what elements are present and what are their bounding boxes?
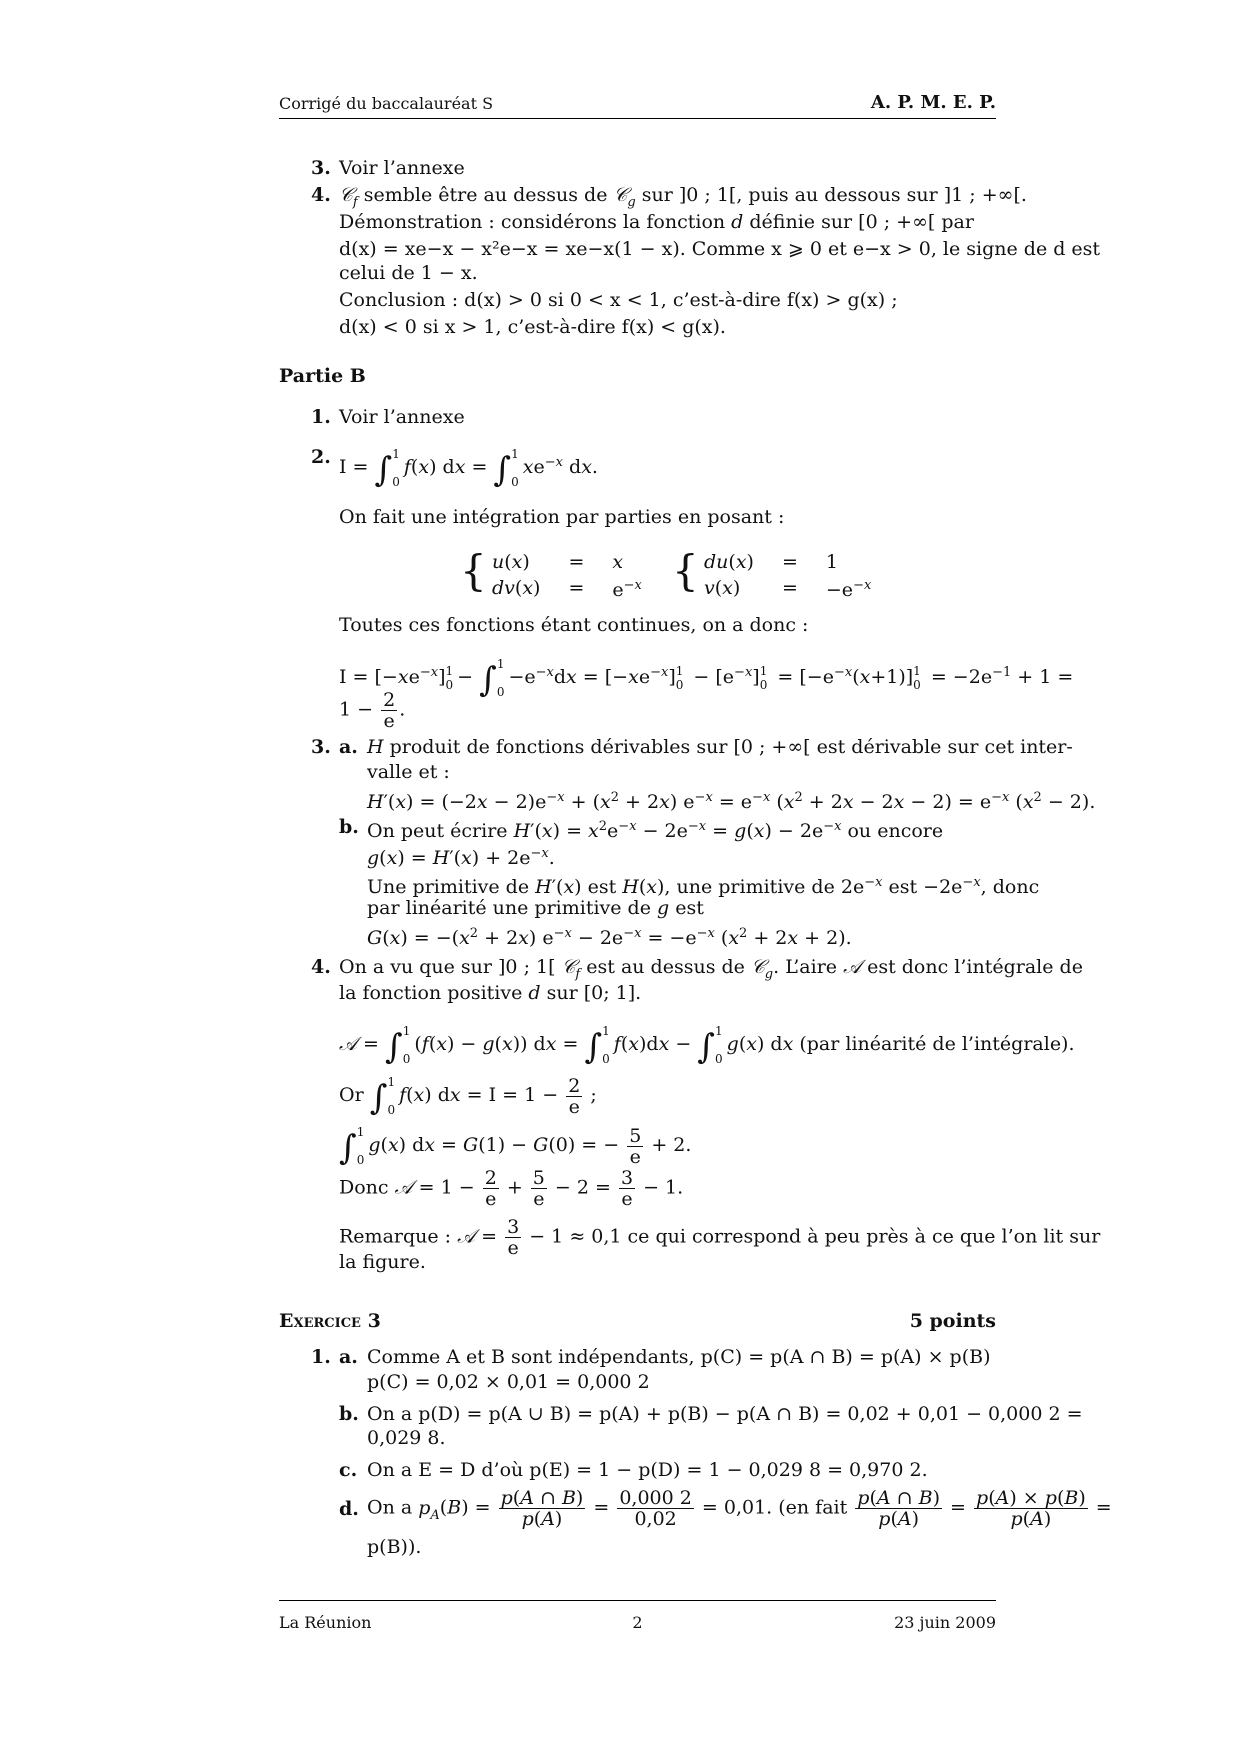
text-line: la figure.	[339, 1251, 426, 1273]
text-line: Conclusion : d(x) > 0 si 0 < x < 1, c’est-à-dire f(x) > g(x) ;	[339, 289, 898, 311]
subitem-letter: b.	[339, 1403, 359, 1425]
text-line: celui de 1 − x.	[339, 262, 478, 284]
text-line: On a p(D) = p(A ∪ B) = p(A) + p(B) − p(A ∩ B) = 0,02 + 0,01 − 0,000 2 =	[367, 1403, 1083, 1425]
subitem-letter: c.	[339, 1459, 358, 1481]
footer-left: La Réunion	[279, 1613, 372, 1632]
subitem-letter: a.	[339, 736, 358, 758]
formula: $I = [-xe^{-x}]$ 1 0 − ∫ 1 0 $-e^{-x}dx = [-xe^{-x}]$ 1 0 − $[e^{-x}]$ 1 0 = $[-e^{-x}(x+1)]$ 1 0 = $-2e^{-1} + 1$ =	[339, 657, 1074, 700]
formula: I = ∫ 1 0 f(x) dx = ∫ 1 0 $xe^{-x}$ dx.	[339, 447, 598, 490]
text-line: On a vu que sur ]0 ; 1[ 𝒞$_f$ est au dessus de 𝒞$_g$. L’aire 𝒜 est donc l’intégrale de	[339, 956, 1083, 982]
formula: Or ∫ 1 0 f(x) dx = I = 1 − $\frac{2}{e}$ ;	[339, 1074, 597, 1118]
text-line: Toutes ces fonctions étant continues, on a donc :	[339, 614, 809, 636]
text-line: d(x) = xe−x − x²e−x = xe−x(1 − x). Comme x ⩾ 0 et e−x > 0, le signe de d est	[339, 238, 1101, 260]
formula: $H'(x) = (-2x - 2)e^{-x} + (x^2 + 2x)$ $e^{-x} = e^{-x}$ $(x^2 + 2x - 2x - 2) = e^{-x}$ $(x^2 - 2)$.	[367, 790, 1096, 813]
page-footer	[279, 1600, 996, 1631]
formula: Une primitive de H′(x) est H(x), une primitive de $2e^{-x}$ est $-2e^{-x}$, donc	[367, 875, 1040, 898]
formula: On a $p_A(B)$ = $\frac{p(A \cap B)}{p(A)}$ = $\frac{0,000 2}{0,02}$ = 0,01. (en fait $\frac{p(A \cap B)}{p(A)}$ = $\frac{p(A) \times p(B)}{p(A)}$ =	[367, 1487, 1112, 1530]
item-number: 2.	[311, 446, 331, 468]
formula: ∫ 1 0 g(x) dx = G(1) − G(0) = − $\frac{5}{e}$ + 2.	[339, 1124, 692, 1168]
text-line: 0,029 8.	[367, 1427, 446, 1449]
formula: 1 − $\frac{2}{e}$ .	[339, 689, 406, 732]
item-number: 4.	[311, 956, 331, 978]
header-left: Corrigé du baccalauréat S	[279, 94, 494, 113]
footer-right: 23 juin 2009	[894, 1613, 996, 1632]
item-text: 𝒞$_f$ semble être au dessus de 𝒞$_g$ sur ]0 ; 1[, puis au dessous sur ]1 ; +∞[.	[339, 184, 1027, 210]
text-line: p(B)).	[367, 1536, 422, 1558]
formula: $G(x) = -(x^2 + 2x) e^{-x} - 2e^{-x} = -e^{-x}$ $(x^2 + 2x + 2)$.	[367, 926, 852, 949]
header-right: A. P. M. E. P.	[870, 92, 996, 113]
formula: Donc 𝒜 = 1 − $\frac{2}{e}$ + $\frac{5}{e}$ − 2 = $\frac{3}{e}$ − 1.	[339, 1167, 684, 1210]
item-text: Voir l’annexe	[339, 157, 465, 179]
exercise-title: Exercice 3	[279, 1310, 381, 1332]
item-number: 3.	[311, 736, 331, 758]
text-line: par linéarité une primitive de g est	[367, 897, 704, 919]
subitem-letter: a.	[339, 1346, 358, 1368]
text-line: valle et :	[367, 761, 450, 783]
item-number: 1.	[311, 1346, 331, 1368]
section-title: Partie B	[279, 365, 366, 387]
text-line: la fonction positive d sur [0; 1].	[339, 982, 642, 1004]
page-number: 2	[632, 1613, 643, 1632]
text-line: H produit de fonctions dérivables sur [0 ; +∞[ est dérivable sur cet inter-	[367, 736, 1073, 758]
text-line: On a E = D d’où p(E) = 1 − p(D) = 1 − 0,029 8 = 0,970 2.	[367, 1459, 928, 1481]
system-right: { du(x) = 1 v(x) = $-e^{-x}$	[672, 546, 872, 601]
text-line: d(x) < 0 si x > 1, c’est-à-dire f(x) < g(x).	[339, 316, 726, 338]
subitem-letter: d.	[339, 1498, 359, 1520]
formula: Remarque : 𝒜 = $\frac{3}{e}$ − 1 ≈ 0,1 ce qui correspond à peu près à ce que l’on lit sur	[339, 1216, 1101, 1259]
text-line: p(C) = 0,02 × 0,01 = 0,000 2	[367, 1371, 650, 1393]
item-number: 3.	[311, 157, 331, 179]
formula: On peut écrire $H'(x) = x^2e^{-x} - 2e^{-x} = g(x) - 2e^{-x}$ ou encore	[367, 819, 944, 842]
text-line: Démonstration : considérons la fonction d définie sur [0 ; +∞[ par	[339, 211, 974, 233]
item-number: 4.	[311, 184, 331, 206]
formula: $g(x) = H'(x) + 2e^{-x}$.	[367, 846, 555, 869]
item-number: 1.	[311, 406, 331, 428]
system-left: { u(x) = x dv(x) = $e^{-x}$	[460, 546, 642, 601]
exercise-points: 5 points	[909, 1310, 996, 1332]
page-header	[279, 90, 996, 119]
formula: 𝒜 = ∫ 1 0 (f(x) − g(x)) dx = ∫ 1 0 f(x)dx − ∫ 1 0 g(x) dx (par linéarité de l’intégrale).	[339, 1024, 1075, 1067]
item-text: Voir l’annexe	[339, 406, 465, 428]
text-line: Comme A et B sont indépendants, p(C) = p(A ∩ B) = p(A) × p(B)	[367, 1346, 991, 1368]
subitem-letter: b.	[339, 816, 359, 838]
text-line: On fait une intégration par parties en posant :	[339, 506, 785, 528]
